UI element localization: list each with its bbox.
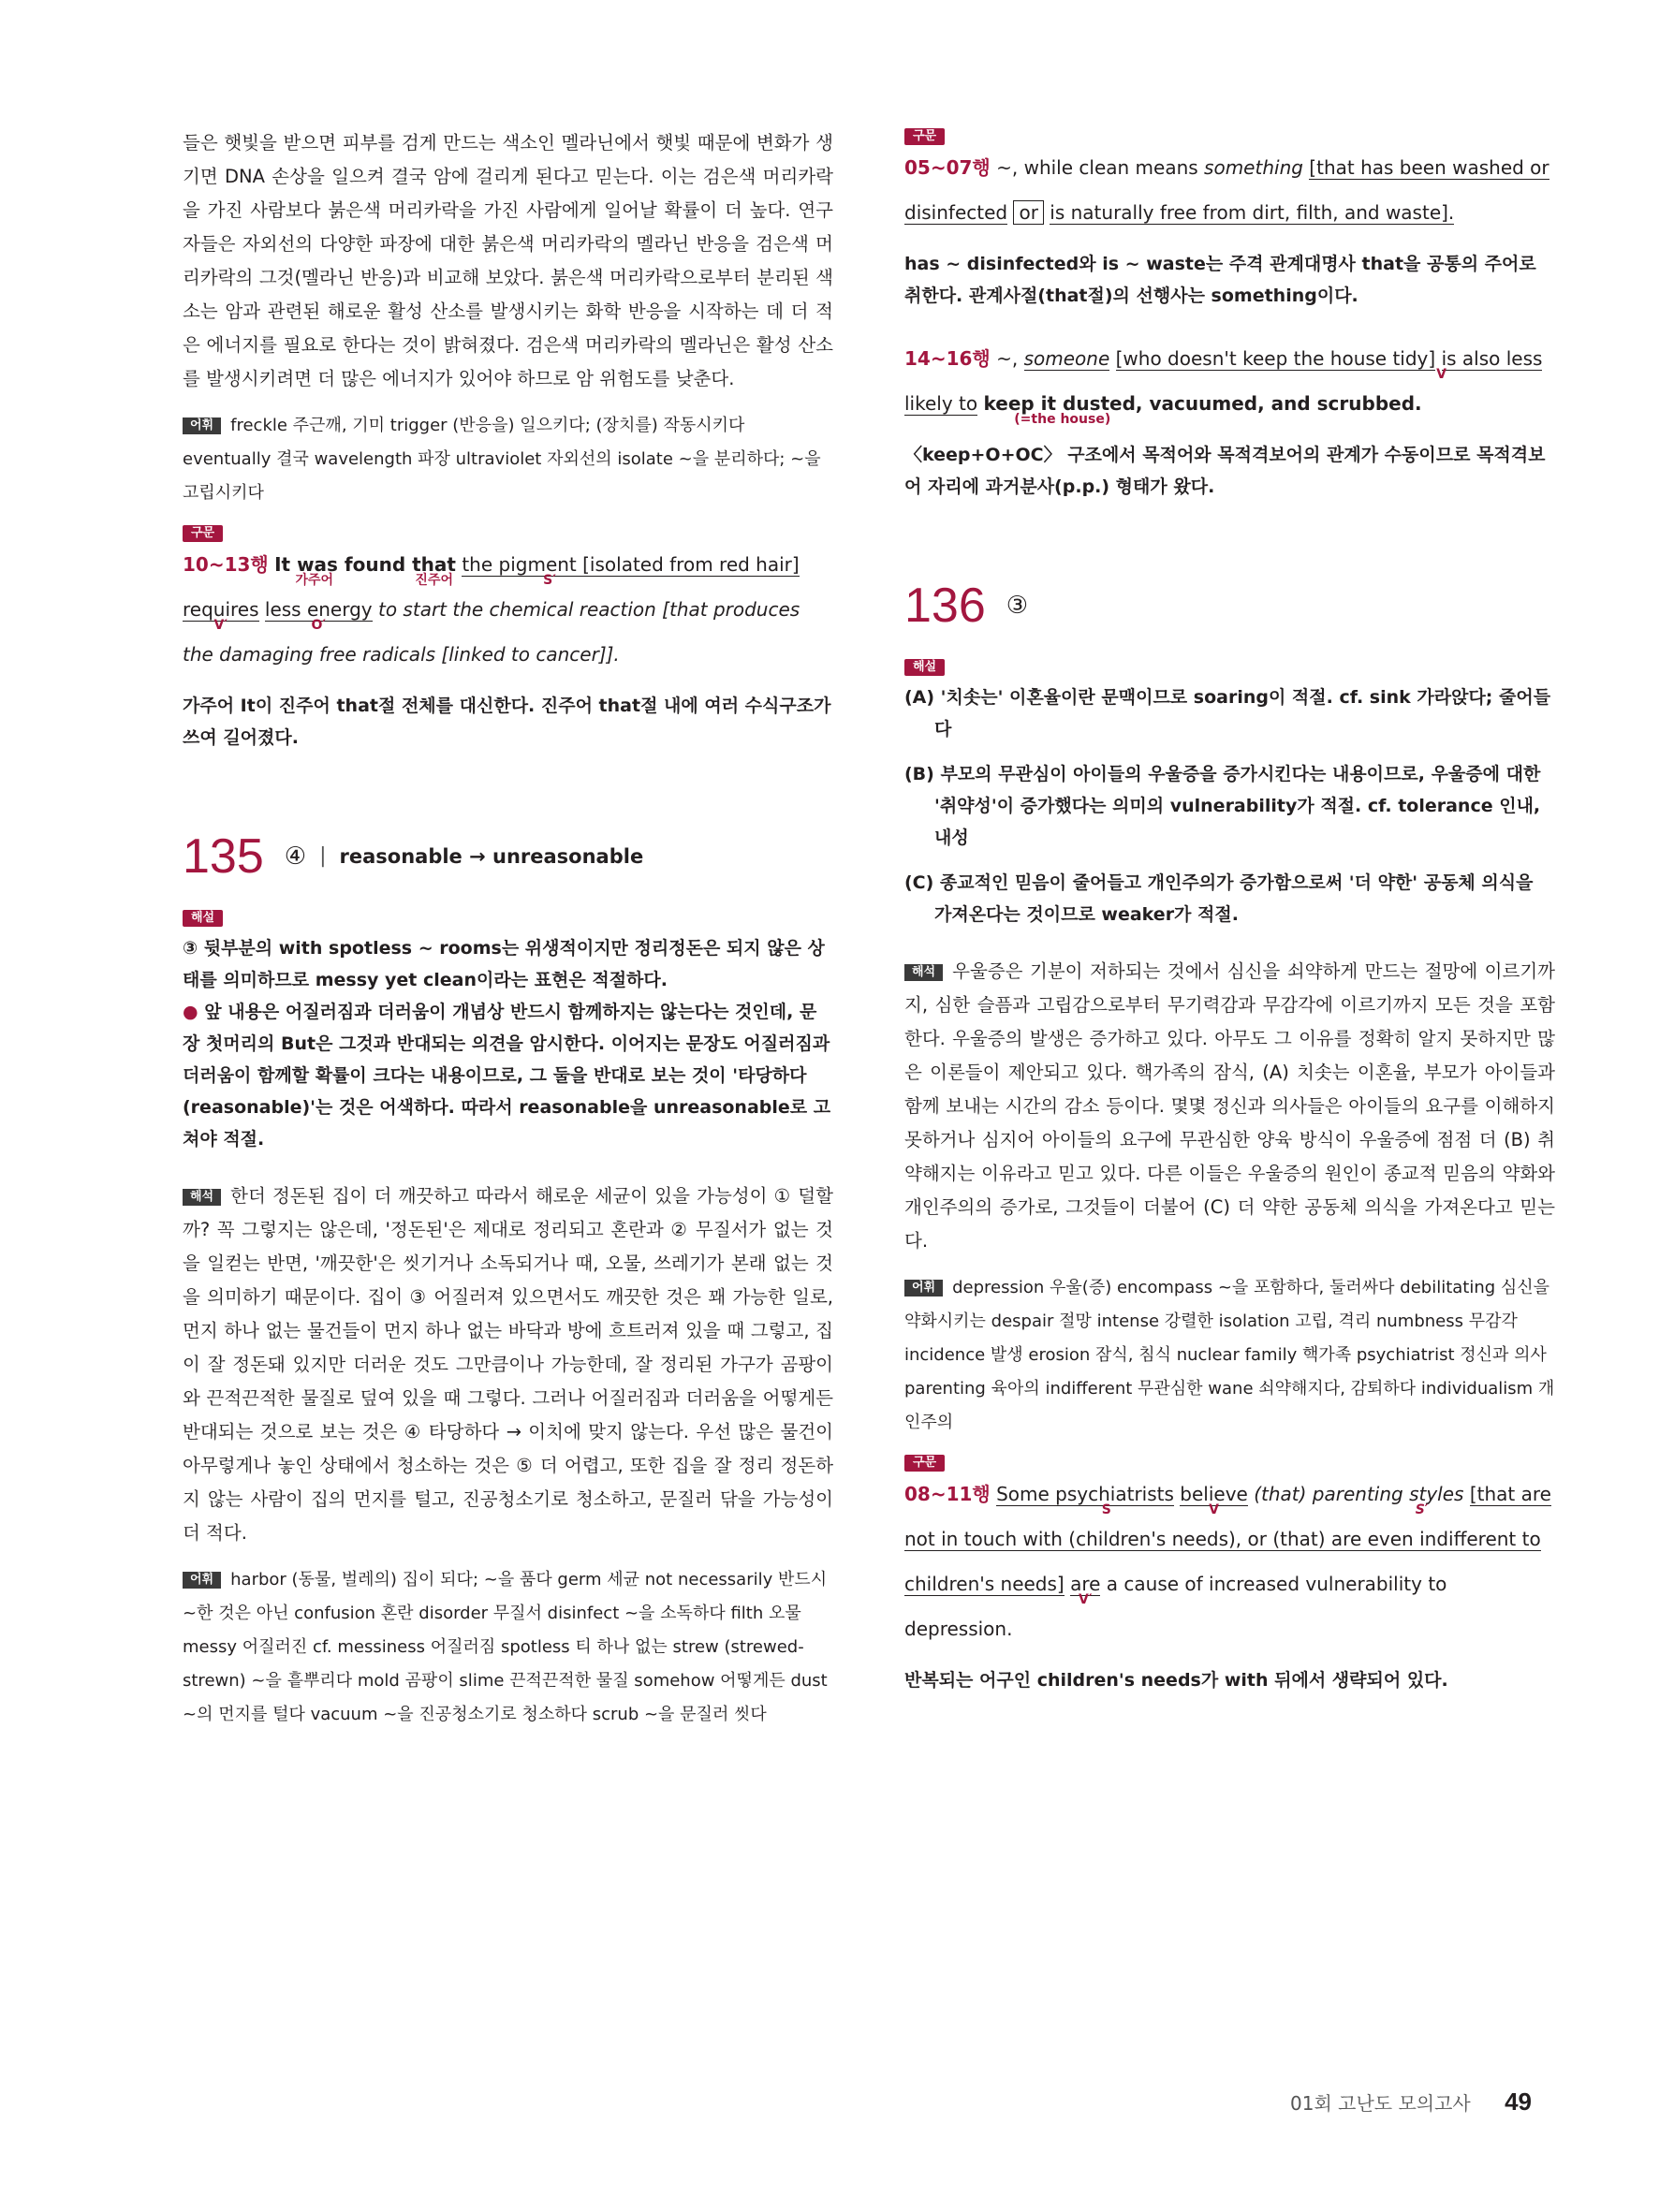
syntax-note-3: 〈keep+O+OC〉 구조에서 목적어와 목적격보어의 관계가 수동이므로 목적격보어 자리에 과거분사(p.p.) 형태가 왔다. bbox=[904, 444, 1546, 497]
syntax-tag: 구문 bbox=[904, 128, 945, 145]
separator: | bbox=[319, 844, 327, 868]
question-136-header bbox=[904, 578, 1555, 634]
translation-tag: 해석 bbox=[183, 1189, 221, 1206]
translation-tag: 해석 bbox=[904, 964, 943, 981]
subject-phrase: the pigment [isolated from red hair] bbox=[462, 552, 800, 576]
question-number: 135 bbox=[183, 828, 264, 884]
label-v: V bbox=[1209, 1502, 1219, 1517]
syntax-tag: 구문 bbox=[183, 525, 223, 542]
bullet-icon: ● bbox=[183, 1002, 198, 1022]
page-number: 49 bbox=[1505, 2087, 1533, 2116]
syntax-analysis-4: 08~11행 Some psychiatrists S believe V (that) parenting styles S′ [that are not in touch with (children's needs), or (that) are even indifferent to children's needs] are V′ a cause of increased vulnerability to depression. bbox=[904, 1482, 1551, 1640]
antecedent: something bbox=[1204, 155, 1303, 179]
footer-label: 01회 고난도 모의고사 bbox=[1290, 2092, 1471, 2115]
vocab-text: depression 우울(증) encompass ~을 포함하다, 둘러싸다 debilitating 심신을 약화시키는 despair 절망 intense 강렬한 isolation 고립, 격리 numbness 무감각 incidence 발생 erosion 잠식, 침식 nuclear family 핵가족 psychiatrist 정신과 의사 parenting 육아의 indifferent 무관심한 wane 쇠약해지다, 감퇴하다 individualism 개인주의 bbox=[904, 1278, 1555, 1432]
label-s-prime: S′ bbox=[1415, 1502, 1429, 1517]
label-v-prime: V′ bbox=[213, 617, 228, 633]
vocab-text: freckle 주근깨, 기미 trigger (반응을) 일으키다; (장치를) 작동시키다 eventually 결국 wavelength 파장 ultraviolet 자외선의 isolate ~을 분리하다; ~을 고립시키다 bbox=[183, 416, 821, 503]
explanation-1: ③ 뒷부분의 with spotless ~ rooms는 위생적이지만 정리정돈은 되지 않은 상태를 의미하므로 messy yet clean이라는 표현은 적절하다. bbox=[183, 938, 825, 990]
syntax-note-4: 반복되는 어구인 children's needs가 with 뒤에서 생략되어 있다. bbox=[904, 1669, 1448, 1691]
syntax-analysis-2: 05~07행 ~, while clean means something [that has been washed or disinfected or is naturally free from dirt, filth, and waste]. bbox=[904, 155, 1549, 224]
label-s-prime: S′ bbox=[543, 572, 556, 588]
explanation-a: (A) '치솟는' 이혼율이란 문맥이므로 soaring이 적절. cf. sink 가라앉다; 줄어들다 bbox=[904, 687, 1551, 740]
syntax-tag: 구문 bbox=[904, 1455, 945, 1472]
line-ref: 05~07행 bbox=[904, 155, 991, 179]
syntax-analysis-1 bbox=[183, 542, 833, 677]
explanation-c: (C) 종교적인 믿음이 줄어들고 개인주의가 증가함으로써 '더 약한' 공동체 의식을 가져온다는 것이므로 weaker가 적절. bbox=[904, 872, 1534, 925]
verb-phrase: requires bbox=[183, 597, 259, 621]
vocab-box-1 bbox=[183, 409, 833, 510]
right-column bbox=[904, 126, 1555, 1696]
syntax-note-2: has ~ disinfected와 is ~ waste는 주격 관계대명사 that을 공통의 주어로 취한다. 관계사절(that절)의 선행사는 something이다. bbox=[904, 253, 1536, 306]
question-135-header bbox=[183, 828, 833, 885]
line-ref: 14~16행 bbox=[904, 346, 991, 370]
translation-136: 해석 우울증은 기분이 저하되는 것에서 심신을 쇠약하게 만드는 절망에 이르기까지, 심한 슬픔과 고립감으로부터 무기력감과 무감각에 이르기까지 모든 것을 포함한다. 우울증의 발생은 증가하고 있다. 아무도 그 이유를 정확히 알지 못하지만 많은 이론들이 제안되고 있다. 핵가족의 잠식, (A) 치솟는 이혼율, 부모가 아이들과 함께 보내는 시간의 감소 등이다. 몇몇 정신과 의사들은 아이들의 요구를 이해하지 못하거나 심지어 아이들의 요구에 무관심한 양육 방식이 우울증에 점점 더 (B) 취약해지는 이유라고 믿고 있다. 다른 이들은 우울증의 원인이 종교적 믿음의 약화와 개인주의의 증가로, 그것들이 더불어 (C) 더 약한 공동체 의식을 가져온다고 믿는다. bbox=[904, 960, 1555, 1252]
label-dummy-subject: 가주어 bbox=[295, 572, 334, 588]
label-v-prime: V′ bbox=[1079, 1591, 1093, 1607]
translation-135: 해석 한더 정돈된 집이 더 깨끗하고 따라서 해로운 세균이 있을 가능성이 ① 덜할까? 꼭 그렇지는 않은데, '정돈된'은 제대로 정리되고 혼란과 ② 무질서가 없는 것을 일컫는 반면, '깨끗한'은 씻기거나 소독되거나 때, 오물, 쓰레기가 본래 없는 것을 의미하기 때문이다. 집이 ③ 어질러져 있으면서도 깨끗한 것은 꽤 가능한 일로, 먼지 하나 없는 물건들이 먼지 하나 없는 바닥과 방에 흐트러져 있을 때 그렇고, 집이 잘 정돈돼 있지만 더러운 것도 그만큼이나 가능한데, 잘 정리된 가구가 곰팡이와 끈적끈적한 물질로 덮여 있을 때 그렇다. 그러나 어질러짐과 더러움을 어떻게든 반대되는 것으로 보는 것은 ④ 타당하다 → 이치에 맞지 않는다. 우선 많은 물건이 아무렇게나 놓인 상태에서 청소하는 것은 ⑤ 더 어렵고, 또한 집을 잘 정리 정돈하지 않는 사람이 집의 먼지를 털고, 진공청소기로 청소하고, 문질러 닦을 가능성이 더 적다. bbox=[183, 1185, 833, 1544]
line-ref: 10~13행 bbox=[183, 552, 269, 576]
explanation-2: ● 앞 내용은 어질러짐과 더러움이 개념상 반드시 함께하지는 않는다는 것인데, 문장 첫머리의 But은 그것과 반대되는 의견을 암시한다. 이어지는 문장도 어질러짐과 더러움이 함께할 확률이 크다는 내용이므로, 그 둘을 반대로 보는 것이 '타당하다(reasonable)'는 것은 어색하다. 따라서 reasonable을 unreasonable로 고쳐야 적절. bbox=[183, 1002, 831, 1150]
label-s: S bbox=[1101, 1502, 1111, 1517]
left-column bbox=[183, 126, 833, 1732]
vocab-tag: 어휘 bbox=[183, 1572, 221, 1589]
vocab-box-3 bbox=[904, 1271, 1555, 1440]
vocab-text: harbor (동물, 벌레의) 집이 되다; ~을 품다 germ 세균 not necessarily 반드시 ~한 것은 아닌 confusion 혼란 disorder 무질서 disinfect ~을 소독하다 filth 오물 messy 어질러진 cf. messiness 어질러짐 spotless 티 하나 없는 strew (strewed-strewn) ~을 흩뿌리다 mold 곰팡이 slime 끈적끈적한 물질 somehow 어떻게든 dust ~의 먼지를 털다 vacuum ~을 진공청소기로 청소하다 scrub ~을 문질러 씻다 bbox=[183, 1570, 828, 1724]
explanation-tag: 해설 bbox=[183, 910, 223, 927]
label-house: (=the house) bbox=[1014, 411, 1111, 427]
vocab-tag: 어휘 bbox=[183, 417, 221, 434]
vocab-box-2 bbox=[183, 1563, 833, 1732]
page-footer bbox=[1290, 2087, 1532, 2117]
answer-choice: ④ bbox=[284, 842, 307, 871]
correction: reasonable → unreasonable bbox=[339, 844, 644, 868]
explanation-b: (B) 부모의 무관심이 아이들의 우울증을 증가시킨다는 내용이므로, 우울증에 대한 '취약성'이 증가했다는 의미의 vulnerability가 적절. cf. tolerance 인내, 내성 bbox=[904, 764, 1541, 848]
label-real-subject: 진주어 bbox=[415, 572, 453, 588]
answer-choice: ③ bbox=[1006, 591, 1029, 620]
object-phrase: less energy bbox=[264, 597, 373, 621]
vocab-tag: 어휘 bbox=[904, 1280, 943, 1296]
passage-translation-continued: 들은 햇빛을 받으면 피부를 검게 만드는 색소인 멜라닌에서 햇빛 때문에 변화가 생기면 DNA 손상을 일으켜 결국 암에 걸리게 된다고 믿는다. 이는 검은색 머리카락을 가진 사람보다 붉은색 머리카락을 가진 사람에게 일어날 확률이 더 높다. 연구자들은 자외선의 다양한 파장에 대한 붉은색 머리카락의 멜라닌 반응을 검은색 머리카락의 그것(멜라닌 반응)과 비교해 보았다. 붉은색 머리카락으로부터 분리된 색소는 암과 관련된 해로운 활성 산소를 발생시키는 화학 반응을 시작하는 데 더 적은 에너지를 필요로 한다는 것이 밝혀졌다. 검은색 머리카락의 멜라닌은 활성 산소를 발생시키려면 더 많은 에너지가 있어야 하므로 암 위험도를 낮춘다. bbox=[183, 132, 833, 389]
conjunction-box: or bbox=[1013, 200, 1043, 225]
line-ref: 08~11행 bbox=[904, 1482, 991, 1505]
label-v: V bbox=[1436, 366, 1446, 382]
syntax-analysis-3: 14~16행 ~, someone [who doesn't keep the house tidy] is also less likely to V keep it dusted, vacuumed, and scrubbed. (=the house) bbox=[904, 346, 1543, 427]
dummy-subject: It was found that bbox=[274, 552, 456, 576]
explanation-tag: 해설 bbox=[904, 659, 945, 676]
label-o-prime: O′ bbox=[311, 617, 327, 633]
rest-phrase: to start the chemical reaction [that produces the damaging free radicals [linked to cancer]]. bbox=[183, 597, 800, 666]
syntax-note-1: 가주어 It이 진주어 that절 전체를 대신한다. 진주어 that절 내에 여러 수식구조가 쓰여 길어졌다. bbox=[183, 695, 831, 748]
question-number: 136 bbox=[904, 578, 986, 633]
